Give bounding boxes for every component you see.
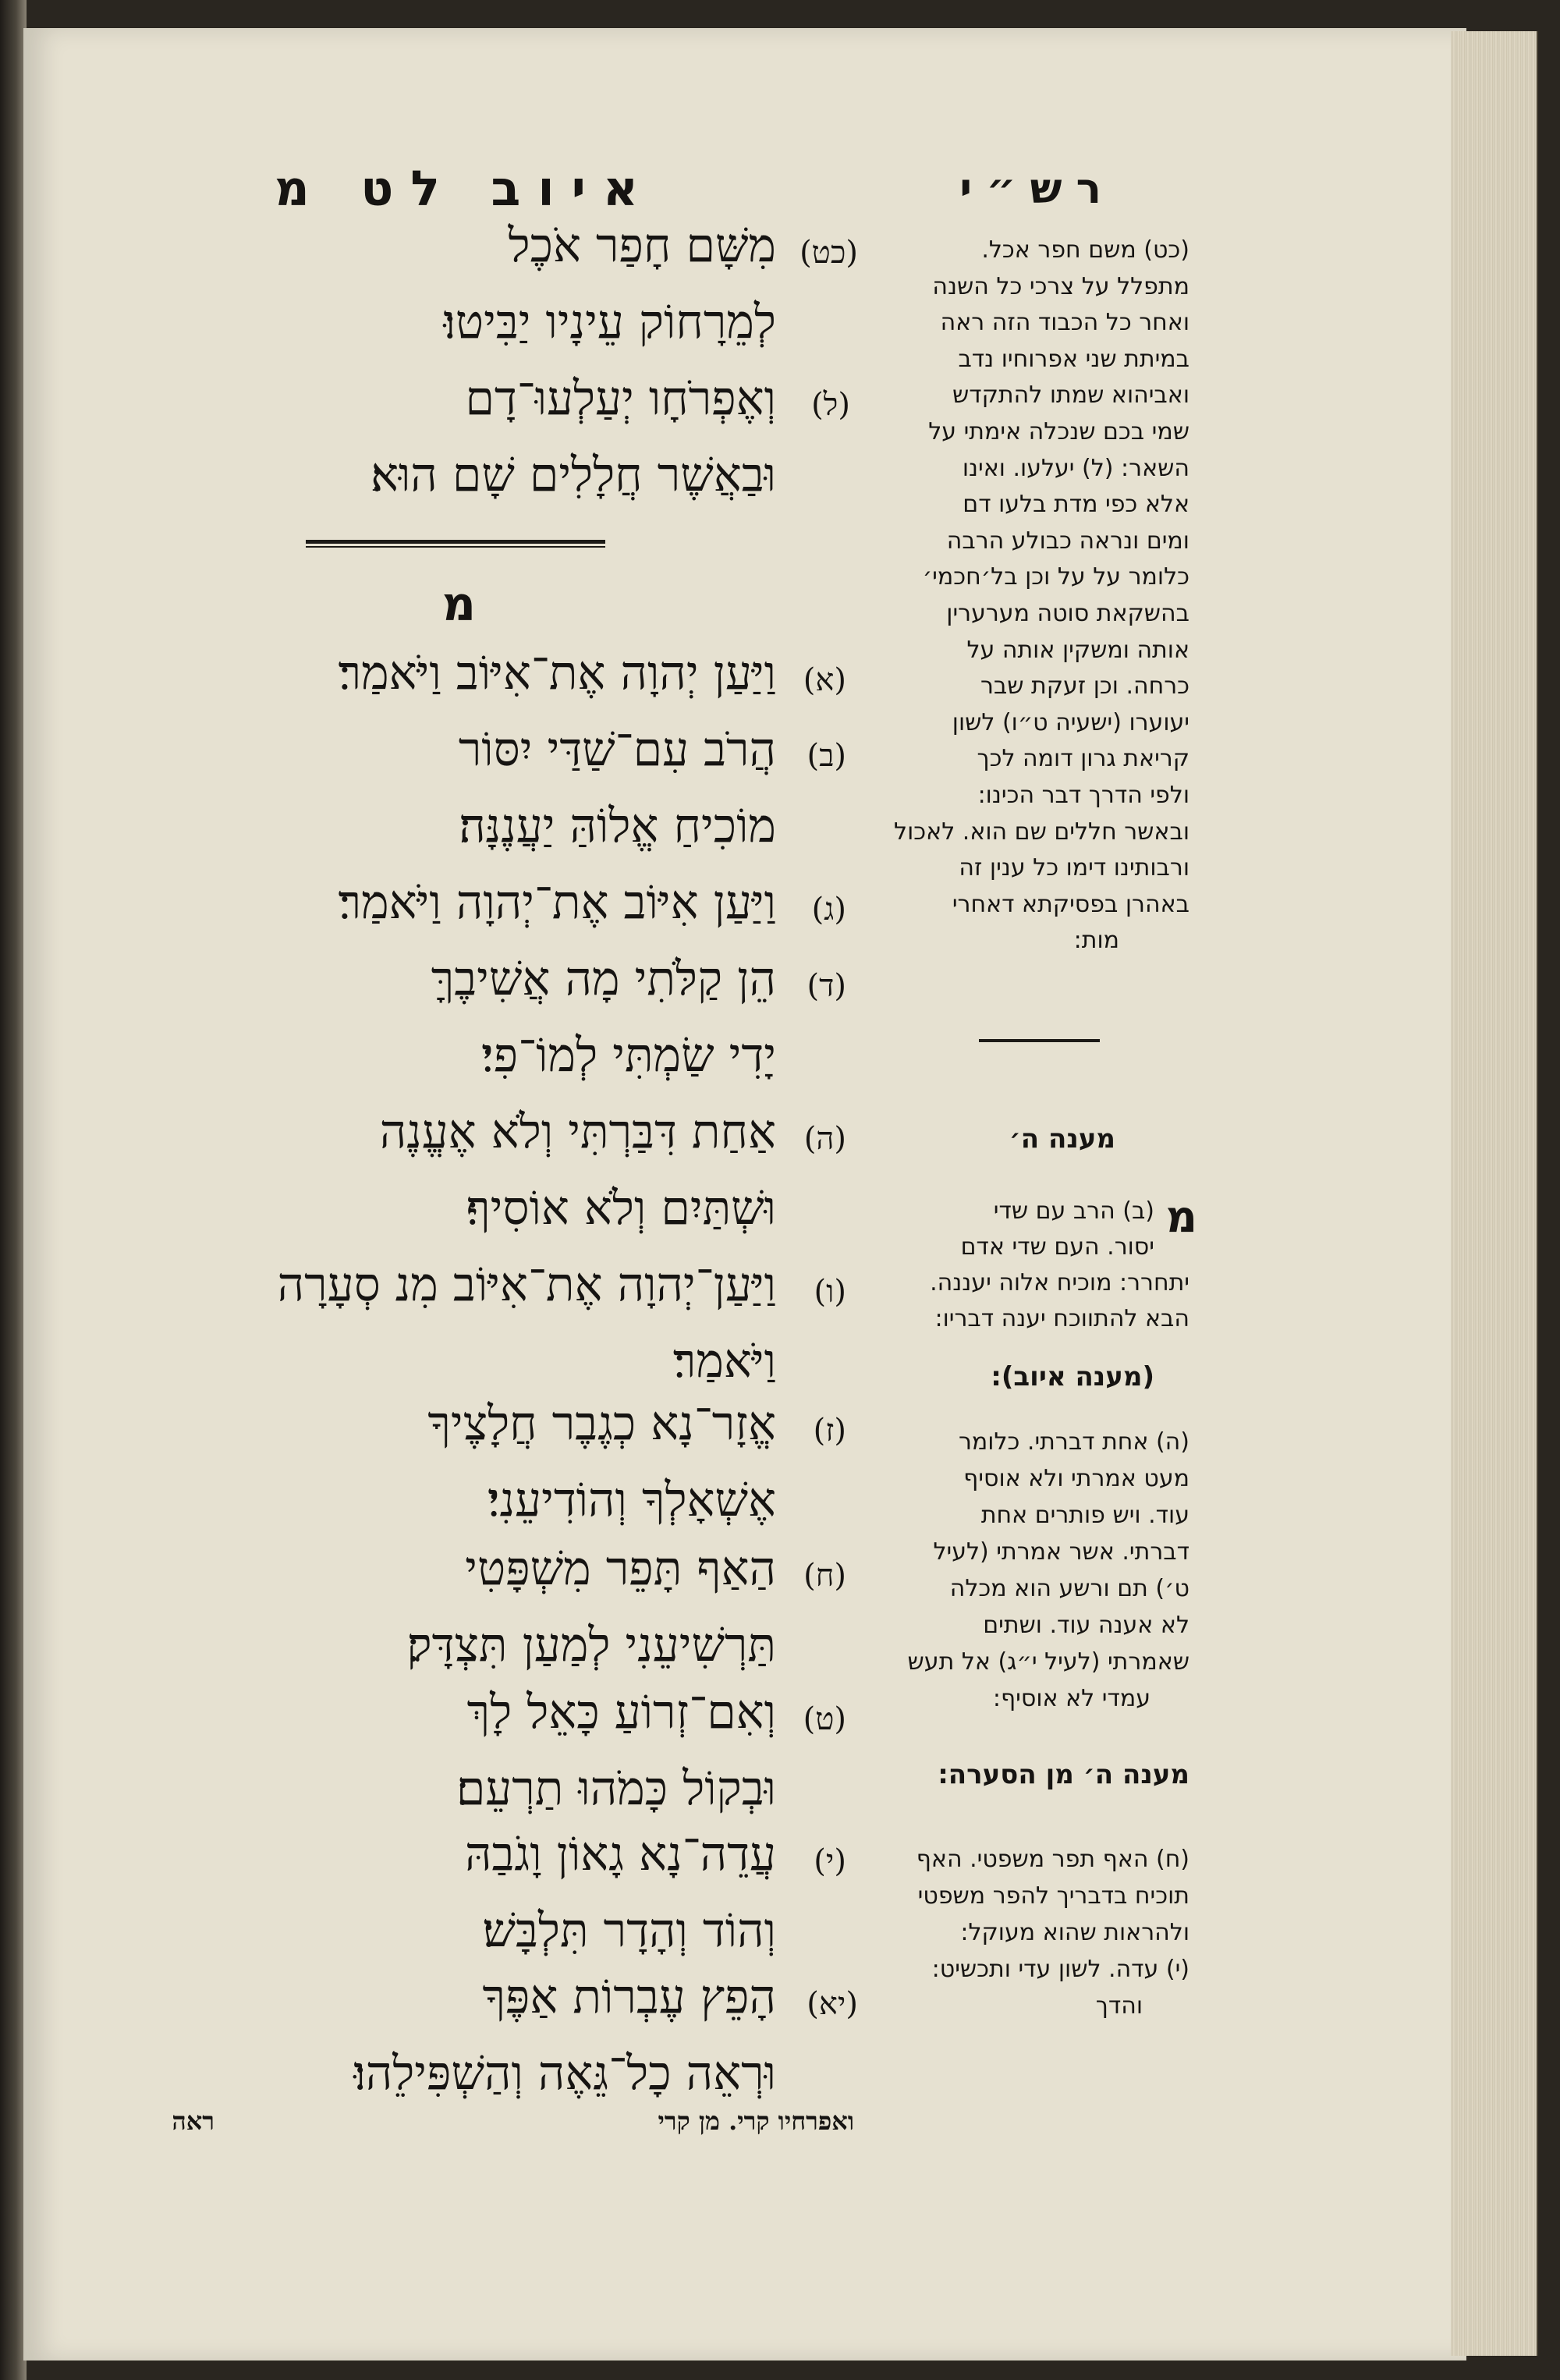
rashi-section-title: (מענה איוב): xyxy=(991,1361,1154,1392)
rashi-line: כרחה. וכן זעקת שבר xyxy=(980,672,1190,701)
rashi-line: ובאשר חללים שם הוא. לאכול xyxy=(894,818,1190,846)
book-spine xyxy=(0,0,27,2380)
rashi-section-title: מענה ה׳ xyxy=(1009,1123,1115,1155)
rashi-line: במיתת שני אפרוחיו נדב xyxy=(958,345,1190,373)
verse-line: הָפֵץ עֶבְרוֹת אַפֶּךָ xyxy=(482,1970,776,2024)
verse-line: עֲדֵה־נָא גָאוֹן וָגֹבַהּ xyxy=(465,1827,776,1882)
rashi-line: (ח) האף תפר משפטי. האף xyxy=(916,1846,1190,1873)
verse-line: לְמֵרָחוֹק עֵינָיו יַבִּיטוּ׃ xyxy=(443,295,776,349)
rashi-line: לא אענה עוד. ושתים xyxy=(983,1612,1190,1639)
verse-line: אֱזָר־נָא כְגֶבֶר חֲלָצֶיךָ xyxy=(427,1396,776,1451)
rashi-line: והדך xyxy=(1095,1992,1143,2020)
rashi-line: השאר: (ל) יעלעו. ואינו xyxy=(962,454,1190,482)
initial-letter: מ xyxy=(1165,1192,1197,1243)
rashi-line: תוכיח בדבריך להפר משפטי xyxy=(917,1882,1190,1910)
rashi-line: (ב) הרב עם שדי xyxy=(993,1197,1154,1225)
rashi-line: ואחר כל הכבוד הזה ראה xyxy=(940,309,1190,337)
verse-line: וּרְאֵה כָל־גֵּאֶה וְהַשְׁפִּילֵהוּ׃ xyxy=(353,2046,776,2101)
rashi-line: הבא להתווכח יענה דבריו: xyxy=(934,1305,1190,1332)
verse-number: (ב) xyxy=(807,738,846,774)
rashi-section-title: מענה ה׳ מן הסערה: xyxy=(938,1759,1190,1790)
verse-line: וּשְׁתַּיִם וְלֹא אוֹסִיף׃ xyxy=(466,1181,776,1236)
rashi-block xyxy=(916,1841,1190,2024)
verse-number: (ח) xyxy=(803,1558,846,1594)
rashi-line: (י) עדה. לשון עדי ותכשיט: xyxy=(931,1956,1190,1983)
verse-line: וַיַּעַן־יְהוָה אֶת־אִיּוֹב מִנ סְעָרָה xyxy=(277,1257,776,1312)
catchword: ראה xyxy=(172,2106,214,2136)
verse-line: וַיַּעַן יְהוָה אֶת־אִיּוֹב וַיֹּאמַר׃ xyxy=(338,646,776,701)
rashi-line: ולפי הדרך דבר הכינו: xyxy=(977,781,1190,809)
rashi-line: ורבותינו דימו כל ענין זה xyxy=(959,854,1190,882)
rashi-line: בהשקאת סוטה מערערין xyxy=(946,599,1190,627)
rashi-block xyxy=(894,232,1190,959)
chapter-divider-thin xyxy=(306,546,605,548)
rashi-line: ולהראות שהוא מעוקל: xyxy=(960,1919,1190,1946)
rashi-block xyxy=(930,1265,1190,1337)
rashi-line: ואביהוא שמתו להתקדש xyxy=(952,381,1190,410)
rashi-block xyxy=(908,1424,1190,1717)
rashi-line: שאמרתי (לעיל י״ג) אל תעש xyxy=(907,1648,1190,1676)
verse-number: (ה) xyxy=(803,1121,846,1157)
verse-line: הֲרֹב עִם־שַׁדַּי יִסּוֹר xyxy=(458,722,776,777)
rashi-heading: רש״י xyxy=(959,164,1115,213)
page-edges xyxy=(1451,31,1538,2356)
rashi-line: קריאת גרון דומה לכך xyxy=(977,745,1190,773)
verse-number: (ג) xyxy=(811,892,846,928)
rashi-line: ומים ונראה כבולע הרבה xyxy=(946,527,1190,555)
verse-number: (ט) xyxy=(803,1701,846,1737)
rashi-line: דברתי. אשר אמרתי (לעיל xyxy=(933,1538,1190,1566)
verse-number: (א) xyxy=(803,662,846,698)
verse-line: וּבַאֲשֶׁר חֲלָלִים שָׁם הוּא׃ xyxy=(370,448,776,502)
verse-line: וַיַּעַן אִיּוֹב אֶת־יְהוָה וַיֹּאמַר׃ xyxy=(338,875,776,930)
rashi-line: אותה ומשקין אותה על xyxy=(966,636,1190,664)
verse-line: וְהוֹד וְהָדָר תִּלְבָּשׁ׃ xyxy=(482,1903,776,1958)
rashi-line: יסור. העם שדי אדם xyxy=(960,1233,1154,1261)
verse-line: אַחַת דִּבַּרְתִּי וְלֹא אֶעֱנֶה xyxy=(379,1105,776,1159)
rashi-block xyxy=(961,1194,1154,1265)
rashi-line: יתחרר: מוכיח אלוה יעננה. xyxy=(930,1269,1190,1296)
verse-line: מוֹכִיחַ אֱלוֹהַּ יַעֲנֶנָּה׃ xyxy=(459,799,776,853)
verse-number: (ו) xyxy=(814,1274,846,1310)
verse-line: הֵן קַלֹּתִי מָה אֲשִׁיבֶךָּ xyxy=(431,952,776,1006)
rashi-line: (ה) אחת דברתי. כלומר xyxy=(958,1428,1190,1456)
rashi-line: אלא כפי מדת בלעו דם xyxy=(963,491,1190,519)
verse-line: יָדִי שַׂמְתִּי לְמוֹ־פִי׃ xyxy=(481,1028,776,1083)
verse-line: וְאֶפְרֹחָו יְעַלְעוּ־דָם xyxy=(465,371,776,426)
rashi-divider xyxy=(979,1039,1100,1042)
verse-line: וַיֹּאמַר׃ xyxy=(672,1334,776,1389)
verse-number: (י) xyxy=(814,1843,846,1879)
rashi-line: מתפלל על צרכי כל השנה xyxy=(932,272,1190,300)
rashi-line: עמדי לא אוסיף: xyxy=(992,1685,1150,1712)
rashi-line: (כט) משם חפר אכל. xyxy=(981,236,1190,264)
verse-number: (ד) xyxy=(807,968,846,1004)
verse-line: הַאַף תָּפֵר מִשְׁפָּטִי xyxy=(465,1541,776,1596)
running-head: איוב לט מ xyxy=(274,160,655,217)
rashi-line: שמי בכם שנכלה אימתי על xyxy=(928,417,1190,445)
rashi-line: מעט אמרתי ולא אוסיף xyxy=(963,1465,1190,1492)
verse-number: (כט) xyxy=(800,235,858,271)
verse-line: אֶשְׁאָלְךָ וְהוֹדִיעֵנִי׃ xyxy=(487,1473,776,1527)
verse-number: (יא) xyxy=(807,1986,858,2022)
rashi-line: באהרן בפסיקתא דאחרי xyxy=(952,890,1190,918)
rashi-line: יעוערו (ישעיה ט״ו) לשון xyxy=(952,708,1190,736)
verse-line: תַּרְשִׁיעֵנִי לְמַעַן תִּצְדָּק׃ xyxy=(406,1618,776,1672)
rashi-line: כלומר על על וכן בל׳חכמי׳ xyxy=(922,563,1190,591)
rashi-line: מות: xyxy=(1073,927,1119,955)
verse-number: (ז) xyxy=(813,1413,846,1449)
chapter-number: מ xyxy=(441,577,476,632)
rashi-line: ט׳) תם ורשע הוא מכלה xyxy=(949,1575,1190,1602)
verse-line: וְאִם־זְרוֹעַ כָּאֵל לָךְ xyxy=(466,1685,776,1740)
footer-note: ואפרחיו קרי. מן קרי xyxy=(658,2106,854,2136)
rashi-line: עוד. ויש פותרים אחת xyxy=(980,1502,1190,1529)
verse-line: מִשָּׁם חָפַר אֹכֶל xyxy=(508,218,776,273)
verse-line: וּבְקוֹל כָּמֹהוּ תַרְעֵם׃ xyxy=(456,1761,776,1816)
chapter-divider xyxy=(306,540,605,544)
verse-number: (ל) xyxy=(811,387,850,423)
